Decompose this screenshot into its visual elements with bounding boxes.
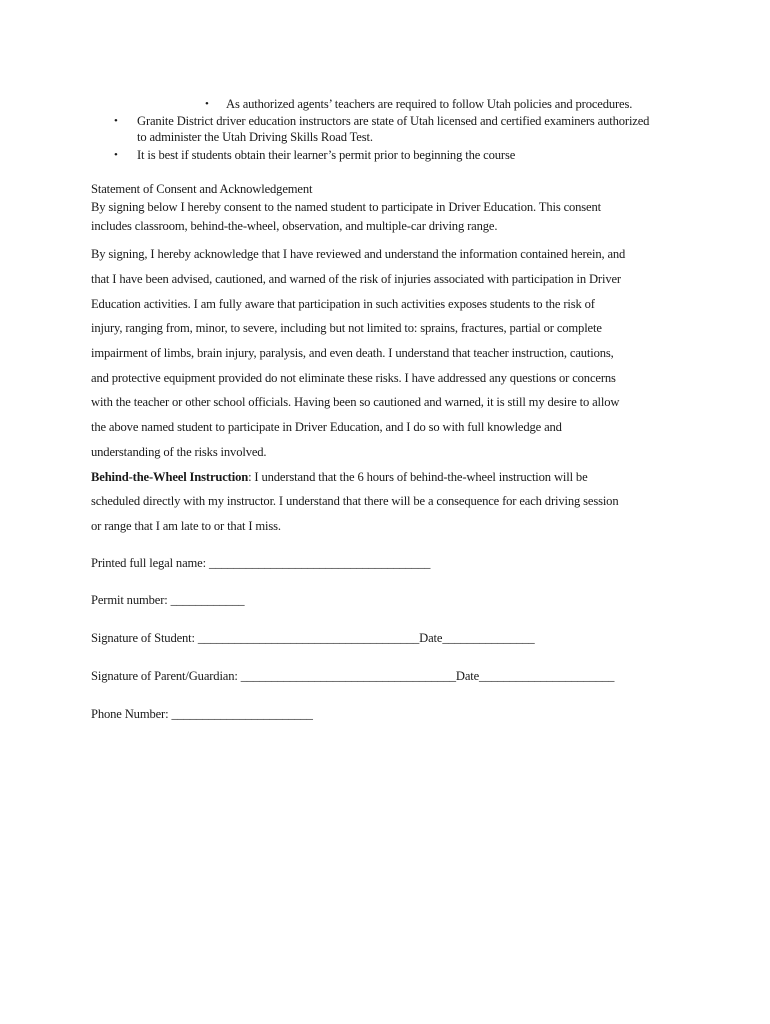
- behind-the-wheel-text: : I understand that the 6 hours of behind-the-wheel instruction will be: [248, 470, 588, 484]
- acknowledgement-line: impairment of limbs, brain injury, paralysis, and even death. I understand that teacher instruction, cautions,: [91, 346, 614, 360]
- bullet-icon: •: [114, 115, 118, 127]
- behind-the-wheel-line: or range that I am late to or that I miss.: [91, 519, 281, 533]
- consent-text-line: By signing below I hereby consent to the named student to participate in Driver Education. This consent: [91, 200, 601, 214]
- behind-the-wheel-line: [91, 470, 588, 485]
- permit-number-field[interactable]: Permit number: ____________: [91, 593, 245, 607]
- student-signature-field[interactable]: Signature of Student: ____________________________________Date_______________: [91, 631, 535, 645]
- printed-name-field[interactable]: Printed full legal name: ____________________________________: [91, 556, 431, 570]
- behind-the-wheel-label: Behind-the-Wheel Instruction: [91, 470, 249, 484]
- acknowledgement-line: understanding of the risks involved.: [91, 445, 267, 459]
- consent-text-line: includes classroom, behind-the-wheel, observation, and multiple-car driving range.: [91, 219, 498, 233]
- acknowledgement-line: Education activities. I am fully aware that participation in such activities exposes students to the risk of: [91, 297, 595, 311]
- acknowledgement-line: and protective equipment provided do not eliminate these risks. I have addressed any questions or concerns: [91, 371, 616, 385]
- bullet-text: As authorized agents’ teachers are required to follow Utah policies and procedures.: [226, 97, 633, 111]
- bullet-icon: •: [114, 149, 118, 161]
- list-item: [114, 113, 657, 145]
- consent-heading: Statement of Consent and Acknowledgement: [91, 182, 313, 196]
- bullet-icon: •: [205, 98, 209, 110]
- acknowledgement-line: injury, ranging from, minor, to severe, including but not limited to: sprains, fractures, partial or complete: [91, 321, 602, 335]
- behind-the-wheel-line: scheduled directly with my instructor. I understand that there will be a consequence for each driving session: [91, 494, 619, 508]
- bullet-text: It is best if students obtain their learner’s permit prior to beginning the course: [137, 148, 516, 162]
- acknowledgement-line: with the teacher or other school officials. Having been so cautioned and warned, it is still my desire to allow: [91, 395, 620, 409]
- list-item: [114, 147, 657, 163]
- bullet-text: Granite District driver education instructors are state of Utah licensed and certified examiners authorized to administer the Utah Driving Skills Road Test.: [137, 114, 650, 144]
- acknowledgement-line: the above named student to participate in Driver Education, and I do so with full knowledge and: [91, 420, 562, 434]
- acknowledgement-line: that I have been advised, cautioned, and warned of the risk of injuries associated with participation in Driver: [91, 272, 621, 286]
- acknowledgement-line: By signing, I hereby acknowledge that I have reviewed and understand the information contained herein, and: [91, 247, 626, 261]
- phone-number-field[interactable]: Phone Number: _______________________: [91, 707, 313, 721]
- parent-signature-field[interactable]: Signature of Parent/Guardian: ___________________________________Date______________________: [91, 669, 615, 683]
- list-item: [205, 96, 696, 112]
